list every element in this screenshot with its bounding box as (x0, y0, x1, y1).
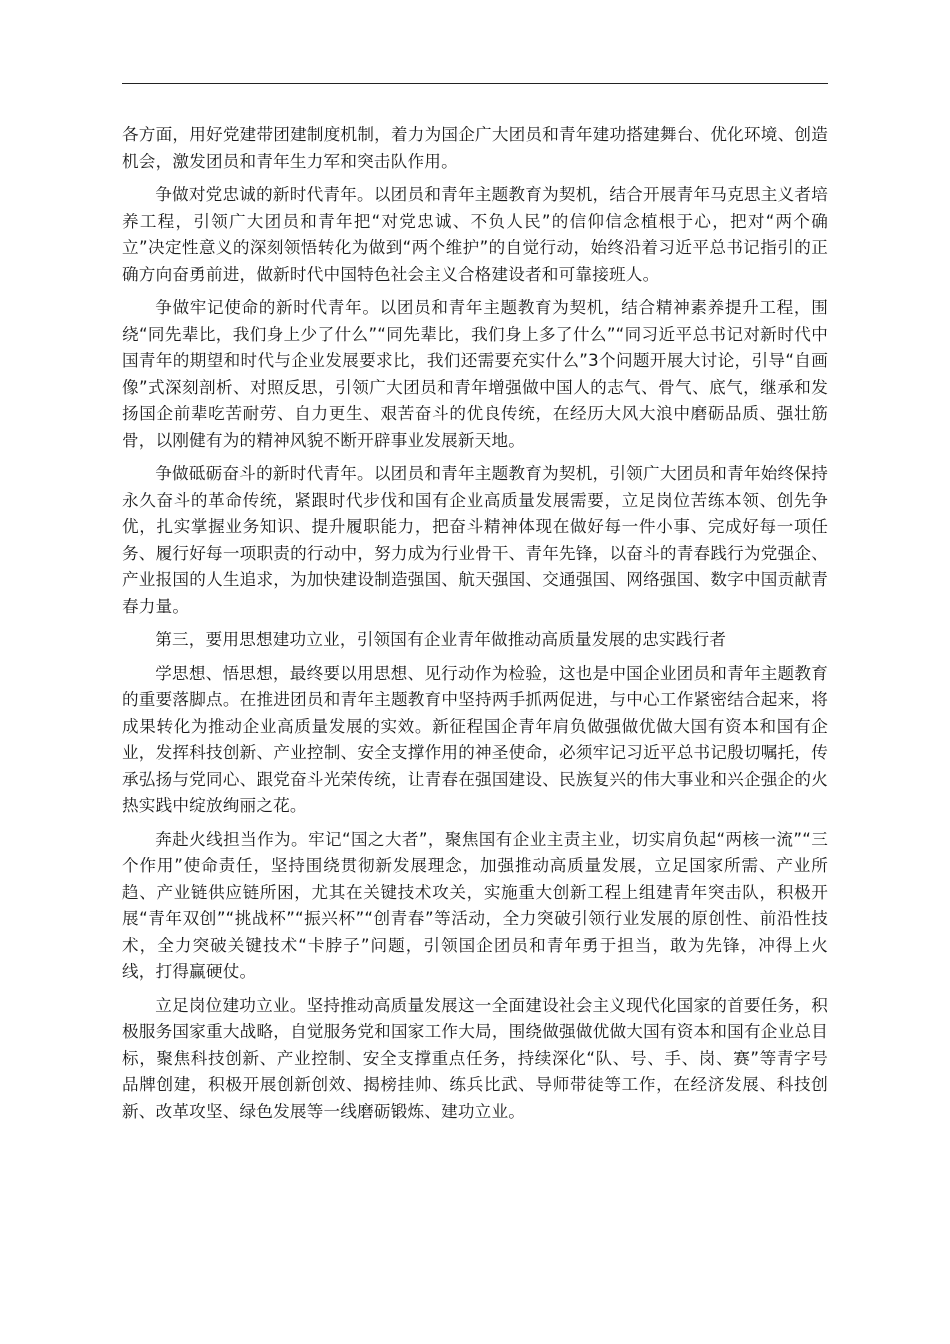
section-heading-third: 第三，要用思想建功立业，引领国有企业青年做推动高质量发展的忠实践行者 (155, 630, 727, 649)
header-rule (122, 83, 828, 84)
paragraph-striving: 争做砥砺奋斗的新时代青年。以团员和青年主题教育为契机，引领广大团员和青年始终保持永久奋斗的革命传统，紧跟时代步伐和国有企业高质量发展需要，立足岗位苦练本领、创先争优，扎实掌握业务知识、提升履职能力，把奋斗精神体现在做好每一件小事、完成好每一项任务、履行好每一项职责的行动中，努力成为行业骨干、青年先锋，以奋斗的青春践行为党强企、产业报国的人生追求，为加快建设制造强国、航天强国、交通强国、网络强国、数字中国贡献青春力量。 (122, 464, 828, 616)
paragraph-frontline: 奔赴火线担当作为。牢记“国之大者”，聚焦国有企业主责主业，切实肩负起“两核一流”“三个作用”使命责任，坚持围绕贯彻新发展理念，加强推动高质量发展，立足国家所需、产业所趋、产业链供应链所困，尤其在关键技术攻关，实施重大创新工程上组建青年突击队，积极开展“青年双创”“挑战杯”“振兴杯”“创青春”等活动，全力突破引领行业发展的原创性、前沿性技术，全力突破关键技术“卡脖子”问题，引领国企团员和青年勇于担当，敢为先锋，冲得上火线，打得赢硬仗。 (122, 829, 828, 981)
paragraph-continuation: 各方面，用好党建带团建制度机制，着力为国企广大团员和青年建功搭建舞台、优化环境、创造机会，激发团员和青年生力军和突击队作用。 (122, 125, 828, 171)
paragraph-mission: 争做牢记使命的新时代青年。以团员和青年主题教育为契机，结合精神素养提升工程，围绕“同先辈比，我们身上少了什么”“同先辈比，我们身上多了什么”“同习近平总书记对新时代中国青年的期望和时代与企业发展要求比，我们还需要充实什么”3个问题开展大讨论，引导“自画像”式深刻剖析、对照反思，引领广大团员和青年增强做中国人的志气、骨气、底气，继承和发扬国企前辈吃苦耐劳、自力更生、艰苦奋斗的优良传统，在经历大风大浪中磨砺品质、强壮筋骨，以刚健有为的精神风貌不断开辟事业发展新天地。 (122, 298, 828, 450)
paragraph-loyalty: 争做对党忠诚的新时代青年。以团员和青年主题教育为契机，结合开展青年马克思主义者培养工程，引领广大团员和青年把“对党忠诚、不负人民”的信仰信念植根于心，把对“两个确立”决定性意义的深刻领悟转化为做到“两个维护”的自觉行动，始终沿着习近平总书记指引的正确方向奋勇前进，做新时代中国特色社会主义合格建设者和可靠接班人。 (122, 185, 828, 284)
document-body (122, 122, 828, 1132)
paragraph-practice: 学思想、悟思想，最终要以用思想、见行动作为检验，这也是中国企业团员和青年主题教育的重要落脚点。在推进团员和青年主题教育中坚持两手抓两促进，与中心工作紧密结合起来，将成果转化为推动企业高质量发展的实效。新征程国企青年肩负做强做优做大国有资本和国有企业，发挥科技创新、产业控制、安全支撑作用的神圣使命，必须牢记习近平总书记殷切嘱托，传承弘扬与党同心、跟党奋斗光荣传统，让青春在强国建设、民族复兴的伟大事业和兴企强企的火热实践中绽放绚丽之花。 (122, 663, 828, 815)
paragraph-post: 立足岗位建功立业。坚持推动高质量发展这一全面建设社会主义现代化国家的首要任务，积极服务国家重大战略，自觉服务党和国家工作大局，围绕做强做优做大国有资本和国有企业总目标，聚焦科技创新、产业控制、安全支撑重点任务，持续深化“队、号、手、岗、赛”等青字号品牌创建，积极开展创新创效、揭榜挂帅、练兵比武、导师带徒等工作，在经济发展、科技创新、改革攻坚、绿色发展等一线磨砺锻炼、建功立业。 (122, 995, 828, 1121)
